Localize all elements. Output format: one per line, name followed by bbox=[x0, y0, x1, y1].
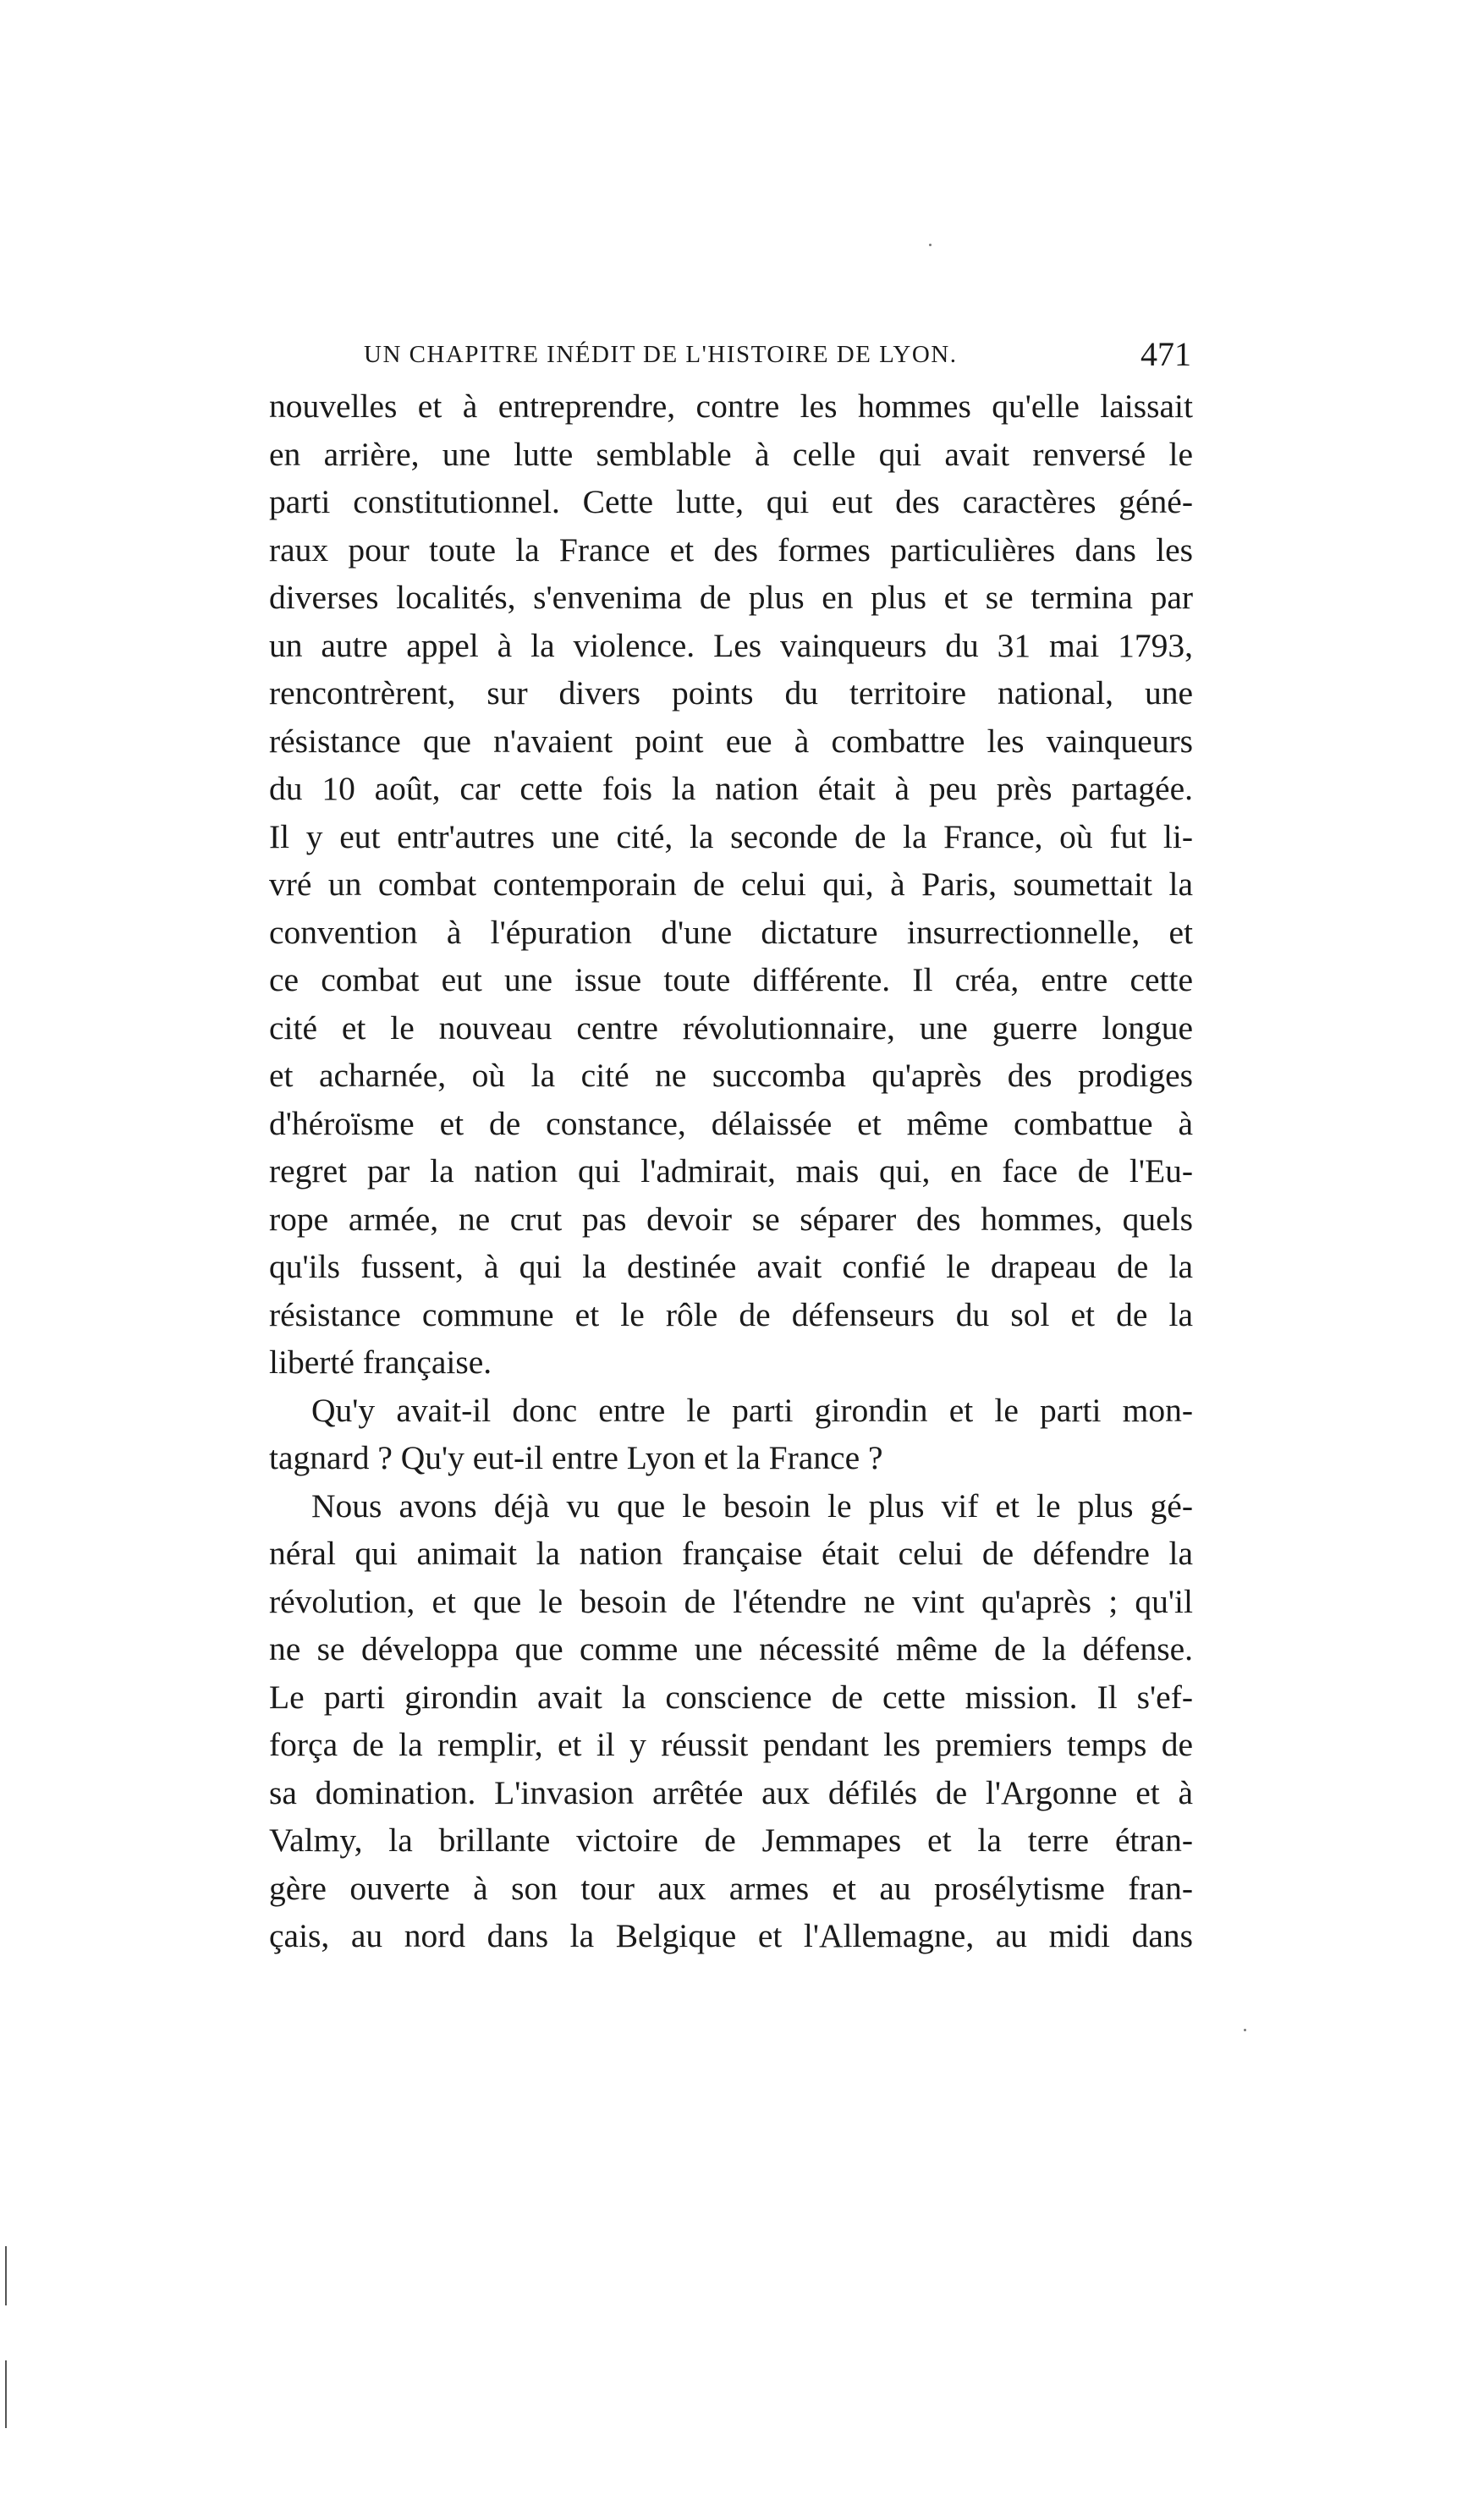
text-line: nouvelles et à entreprendre, contre les hommes qu'elle laissait bbox=[269, 387, 1193, 425]
scan-edge-mark bbox=[5, 2360, 7, 2428]
text-line: regret par la nation qui l'admirait, mais qui, en face de l'Eu- bbox=[269, 1152, 1193, 1190]
text-line: cité et le nouveau centre révolutionnaire, une guerre longue bbox=[269, 1008, 1193, 1047]
text-line: rencontrèrent, sur divers points du territoire national, une bbox=[269, 674, 1193, 712]
text-line: révolution, et que le besoin de l'étendre ne vint qu'après ; qu'il bbox=[269, 1582, 1193, 1620]
text-line: força de la remplir, et il y réussit pendant les premiers temps de bbox=[269, 1726, 1193, 1763]
text-line: Nous avons déjà vu que le besoin le plus vif et le plus gé- bbox=[311, 1486, 1193, 1525]
paper-speck bbox=[929, 244, 932, 246]
scan-edge-mark bbox=[5, 2246, 7, 2305]
text-line: Qu'y avait-il donc entre le parti girondin et le parti mon- bbox=[311, 1391, 1193, 1429]
text-line: un autre appel à la violence. Les vainqueurs du 31 mai 1793, bbox=[269, 626, 1193, 664]
text-line: sa domination. L'invasion arrêtée aux défilés de l'Argonne et à bbox=[269, 1773, 1193, 1811]
text-line: d'héroïsme et de constance, délaissée et même combattue à bbox=[269, 1104, 1193, 1142]
paper-speck bbox=[1244, 2029, 1246, 2031]
text-line: ne se développa que comme une nécessité même de la défense. bbox=[269, 1630, 1193, 1668]
page-number: 471 bbox=[1140, 335, 1191, 373]
text-line: ce combat eut une issue toute différente. Il créa, entre cette bbox=[269, 961, 1193, 998]
body-text bbox=[269, 382, 1193, 1960]
text-line: Valmy, la brillante victoire de Jemmapes et la terre étran- bbox=[269, 1821, 1193, 1859]
text-line: Il y eut entr'autres une cité, la seconde de la France, où fut li- bbox=[269, 817, 1193, 855]
text-line: et acharnée, où la cité ne succomba qu'après des prodiges bbox=[269, 1057, 1193, 1094]
text-line: qu'ils fussent, à qui la destinée avait confié le drapeau de la bbox=[269, 1248, 1193, 1285]
running-head bbox=[271, 334, 1191, 385]
running-title: UN CHAPITRE INÉDIT DE L'HISTOIRE DE LYON. bbox=[364, 341, 958, 368]
text-line: du 10 août, car cette fois la nation était à peu près partagée. bbox=[269, 770, 1193, 807]
text-line: en arrière, une lutte semblable à celle qui avait renversé le bbox=[269, 435, 1193, 473]
text-line: Le parti girondin avait la conscience de cette mission. Il s'ef- bbox=[269, 1678, 1193, 1716]
text-line: tagnard ? Qu'y eut-il entre Lyon et la France ? bbox=[269, 1439, 883, 1476]
text-line: raux pour toute la France et des formes particulières dans les bbox=[269, 530, 1193, 569]
text-line: néral qui animait la nation française était celui de défendre la bbox=[269, 1535, 1193, 1572]
text-line: résistance commune et le rôle de défenseurs du sol et de la bbox=[269, 1295, 1193, 1333]
text-line: parti constitutionnel. Cette lutte, qui eut des caractères géné- bbox=[269, 483, 1193, 520]
text-line: çais, au nord dans la Belgique et l'Allemagne, au midi dans bbox=[269, 1917, 1193, 1954]
text-line: rope armée, ne crut pas devoir se séparer des hommes, quels bbox=[269, 1200, 1193, 1238]
text-line: résistance que n'avaient point eue à combattre les vainqueurs bbox=[269, 722, 1193, 760]
text-line: vré un combat contemporain de celui qui, à Paris, soumettait la bbox=[269, 865, 1193, 903]
text-line: diverses localités, s'envenima de plus en plus et se termina par bbox=[269, 579, 1193, 616]
text-line: convention à l'épuration d'une dictature insurrectionnelle, et bbox=[269, 913, 1193, 951]
text-line: gère ouverte à son tour aux armes et au prosélytisme fran- bbox=[269, 1869, 1193, 1907]
text-line: liberté française. bbox=[269, 1343, 492, 1381]
